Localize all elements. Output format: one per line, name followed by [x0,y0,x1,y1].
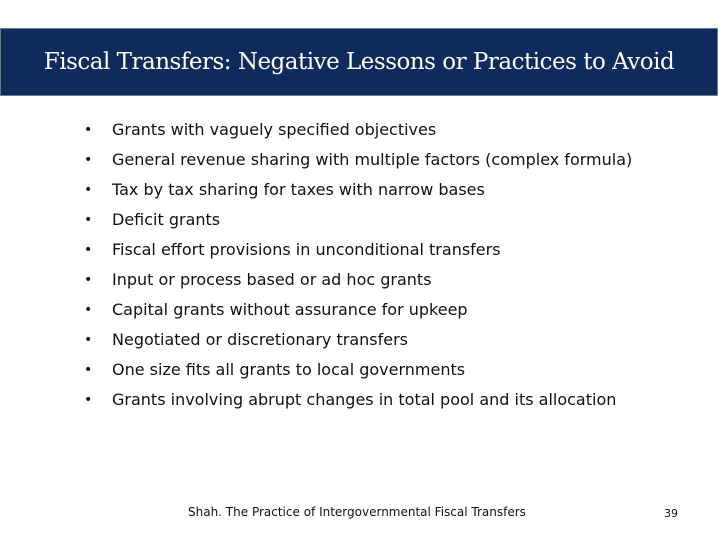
bullet-item [84,177,644,203]
bullet-item [84,237,644,263]
bullet-item [84,207,644,233]
bullet-item [84,117,644,143]
bullet-text: Tax by tax sharing for taxes with narrow bases [112,180,485,199]
bullet-marker: • [84,182,93,198]
bullet-marker: • [84,212,93,228]
bullet-text: Grants involving abrupt changes in total pool and its allocation [112,390,617,409]
bullet-marker: • [84,362,93,378]
bullet-text: Input or process based or ad hoc grants [112,270,432,289]
footer-source: Shah. The Practice of Intergovernmental Fiscal Transfers [188,505,526,519]
bullet-item [84,387,644,413]
bullet-item [84,267,644,293]
slide-title: Fiscal Transfers: Negative Lessons or Practices to Avoid [43,49,675,75]
bullet-text: Deficit grants [112,210,221,229]
bullet-text: One size fits all grants to local governments [112,360,466,379]
bullet-text: Capital grants without assurance for upkeep [112,300,468,319]
bullet-marker: • [84,272,93,288]
bullet-item [84,327,644,353]
bullet-marker: • [84,122,93,138]
bullet-text: Fiscal effort provisions in unconditional transfers [112,240,501,259]
bullet-marker: • [84,152,93,168]
bullet-list [84,117,644,417]
bullet-item [84,297,644,323]
bullet-item [84,147,644,173]
bullet-marker: • [84,242,93,258]
bullet-marker: • [84,302,93,318]
bullet-item [84,357,644,383]
page-number: 39 [664,507,678,520]
bullet-marker: • [84,332,93,348]
title-bar [0,28,718,96]
bullet-text: Negotiated or discretionary transfers [112,330,409,349]
bullet-marker: • [84,392,93,408]
bullet-text: Grants with vaguely specified objectives [112,120,437,139]
bullet-text: General revenue sharing with multiple factors (complex formula) [112,150,633,169]
